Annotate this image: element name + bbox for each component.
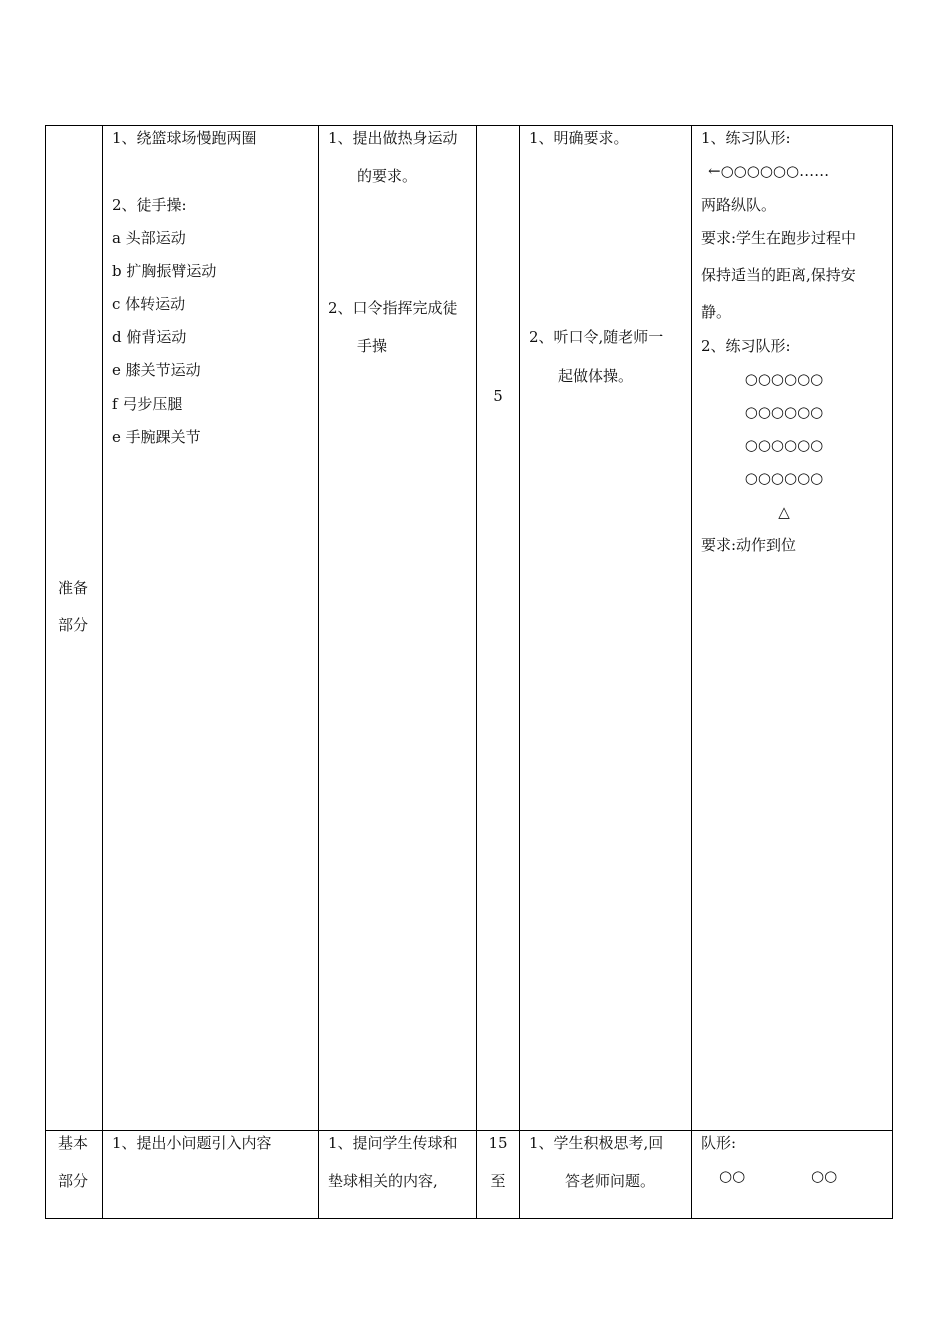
organization-line: 静。 — [701, 303, 732, 321]
content-line: d 俯背运动 — [112, 328, 187, 346]
table-border-bottom — [45, 1218, 893, 1219]
column-divider — [519, 125, 520, 1219]
content-line: f 弓步压腿 — [112, 395, 183, 413]
student-line: 2、听口令,随老师一 — [529, 328, 664, 346]
organization-line: 要求:学生在跑步过程中 — [701, 229, 857, 247]
student-line: 答老师问题。 — [565, 1172, 656, 1190]
section-label: 部分 — [58, 1172, 89, 1190]
organization-line: 队形: — [701, 1134, 737, 1152]
section-label: 部分 — [58, 616, 89, 634]
organization-line: 1、练习队形: — [701, 129, 791, 147]
column-divider — [691, 125, 692, 1219]
column-divider — [476, 125, 477, 1219]
time-value: 15 — [488, 1134, 508, 1152]
student-line: 起做体操。 — [558, 367, 634, 385]
time-value: 至 — [490, 1172, 506, 1190]
content-line: e 膝关节运动 — [112, 361, 201, 379]
table-border-left — [45, 125, 46, 1219]
student-line: 1、明确要求。 — [529, 129, 629, 147]
time-value: 5 — [493, 387, 503, 405]
teacher-line: 1、提问学生传球和 — [328, 1134, 458, 1152]
content-line: c 体转运动 — [112, 295, 186, 313]
formation-row: ○○○○○○ — [744, 403, 824, 421]
content-line: 2、徒手操: — [112, 196, 187, 214]
column-divider — [102, 125, 103, 1219]
formation-pair: ○○ — [719, 1167, 746, 1185]
running-formation: ←○○○○○○…… — [708, 162, 830, 180]
student-line: 1、学生积极思考,回 — [529, 1134, 664, 1152]
table-border-top — [45, 125, 893, 126]
table-border-right — [892, 125, 893, 1219]
content-line: 1、绕篮球场慢跑两圈 — [112, 129, 257, 147]
formation-pair: ○○ — [811, 1167, 838, 1185]
row-divider — [45, 1130, 893, 1131]
teacher-line: 垫球相关的内容, — [328, 1172, 438, 1190]
organization-line: 2、练习队形: — [701, 337, 791, 355]
organization-line: 保持适当的距离,保持安 — [701, 266, 856, 284]
formation-row: ○○○○○○ — [744, 370, 824, 388]
section-label: 基本 — [58, 1134, 89, 1152]
teacher-line: 1、提出做热身运动 — [328, 129, 458, 147]
content-line: a 头部运动 — [112, 229, 186, 247]
organization-line: 要求:动作到位 — [701, 536, 797, 554]
teacher-line: 的要求。 — [357, 167, 418, 185]
content-line: b 扩胸振臂运动 — [112, 262, 217, 280]
formation-row: ○○○○○○ — [744, 469, 824, 487]
teacher-line: 手操 — [357, 337, 388, 355]
formation-row: ○○○○○○ — [744, 436, 824, 454]
content-line: 1、提出小问题引入内容 — [112, 1134, 272, 1152]
organization-line: 两路纵队。 — [701, 196, 777, 214]
teacher-position-symbol: △ — [778, 503, 790, 521]
content-line: e 手腕踝关节 — [112, 428, 201, 446]
section-label: 准备 — [58, 579, 89, 597]
column-divider — [318, 125, 319, 1219]
teacher-line: 2、口令指挥完成徒 — [328, 299, 458, 317]
